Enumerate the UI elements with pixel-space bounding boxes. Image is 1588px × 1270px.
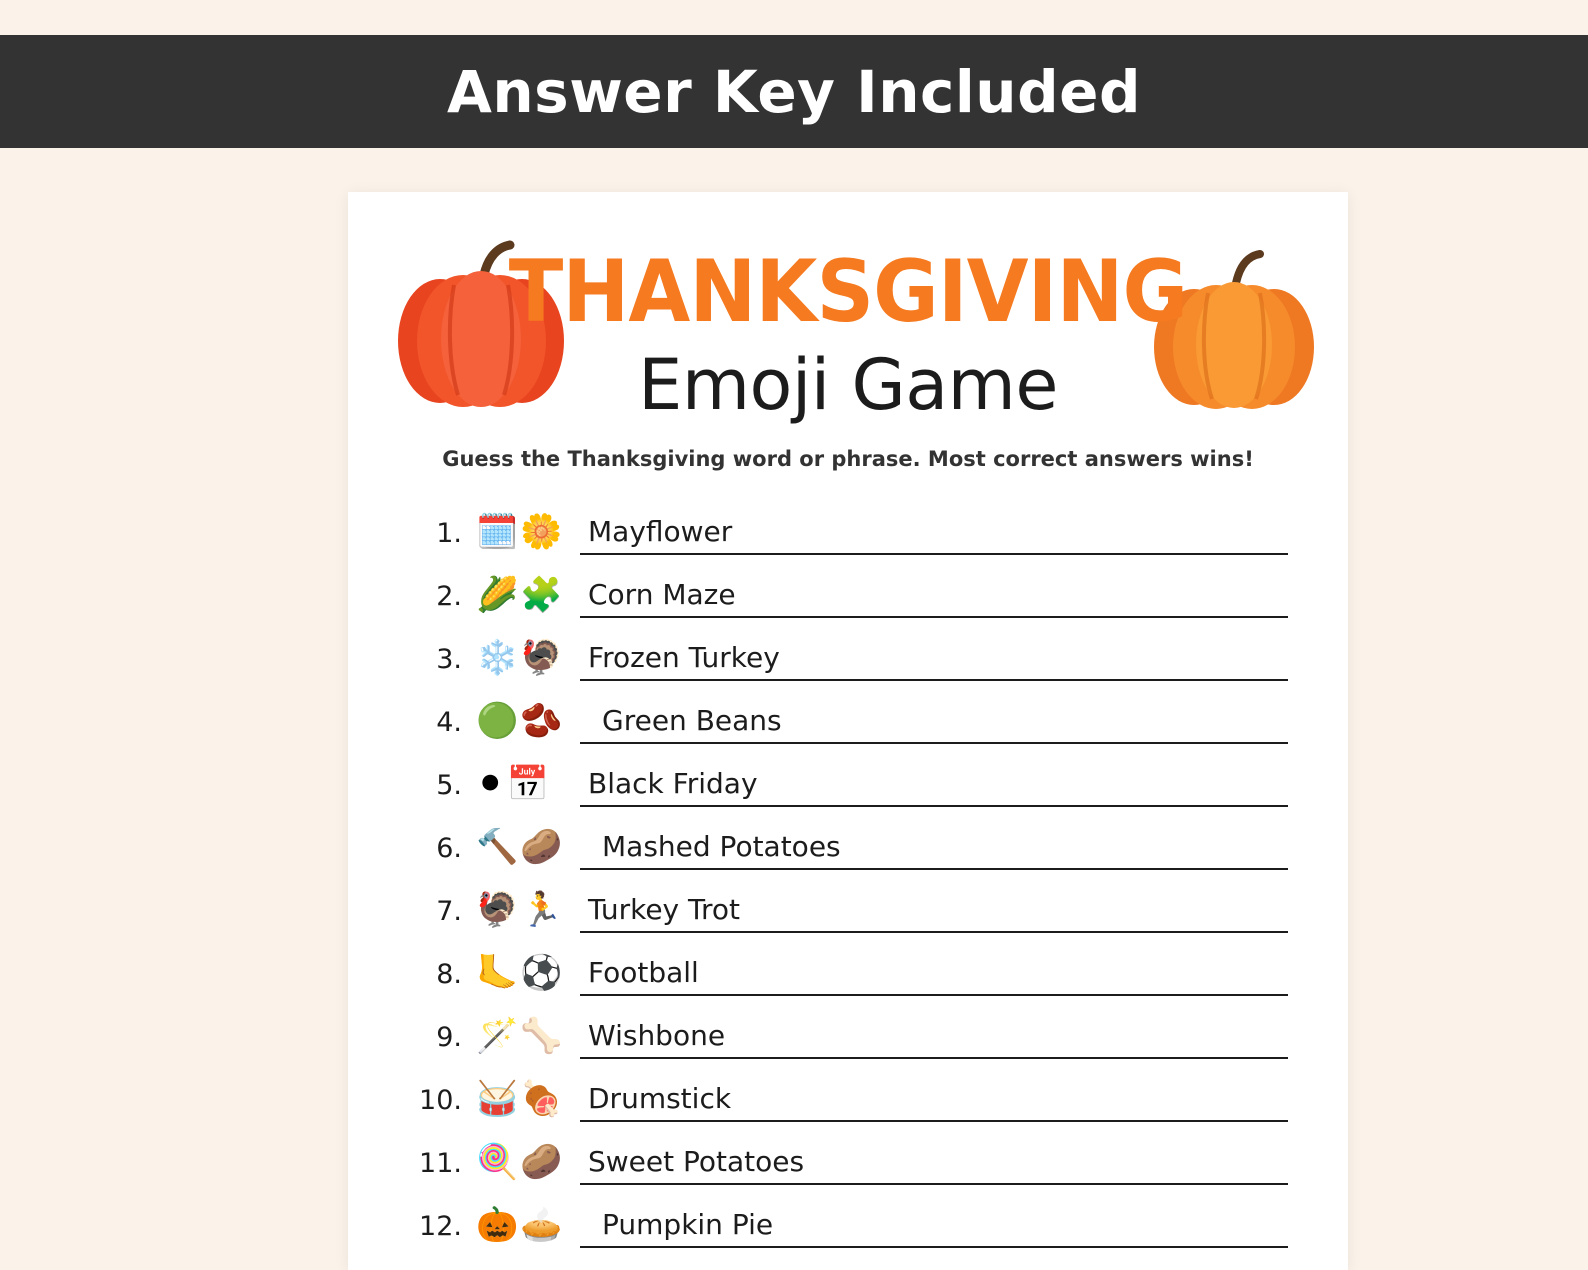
list-item <box>348 1059 1348 1122</box>
emoji-clue: 🔨🥔 <box>476 827 565 867</box>
answer-line[interactable] <box>580 759 1288 807</box>
answer-text: Wishbone <box>588 1019 726 1052</box>
answer-line[interactable] <box>580 696 1288 744</box>
emoji-clue: 🦃🏃 <box>476 890 565 930</box>
answer-key-banner <box>0 35 1588 148</box>
list-item <box>348 1185 1348 1248</box>
question-number: 11. <box>419 1148 462 1179</box>
question-number: 2. <box>436 581 462 612</box>
emoji-clue: 🗓️🌼 <box>476 512 565 552</box>
list-item <box>348 1122 1348 1185</box>
emoji-clue: ❄️🦃 <box>476 638 565 678</box>
emoji-clue: 🌽🧩 <box>476 575 565 615</box>
answer-text: Green Beans <box>602 704 782 737</box>
list-item <box>348 744 1348 807</box>
list-item <box>348 933 1348 996</box>
question-number: 7. <box>436 896 462 927</box>
instructions-text: Guess the Thanksgiving word or phrase. Most correct answers wins! <box>442 447 1254 471</box>
answer-text: Turkey Trot <box>588 893 741 926</box>
emoji-clue: 🪄🦴 <box>476 1016 565 1056</box>
answer-text: Frozen Turkey <box>588 641 780 674</box>
answer-text: Black Friday <box>588 767 758 800</box>
question-number: 5. <box>436 770 462 801</box>
question-number: 3. <box>436 644 462 675</box>
answer-line[interactable] <box>580 633 1288 681</box>
answer-text: Drumstick <box>588 1082 732 1115</box>
list-item <box>348 555 1348 618</box>
question-number: 4. <box>436 707 462 738</box>
answer-text: Mashed Potatoes <box>602 830 841 863</box>
answer-line[interactable] <box>580 1074 1288 1122</box>
answer-line[interactable] <box>580 507 1288 555</box>
answer-line[interactable] <box>580 1200 1288 1248</box>
page-subtitle: Emoji Game <box>638 344 1058 426</box>
emoji-clue: 🥁🍖 <box>476 1079 565 1119</box>
question-list <box>348 492 1348 1248</box>
answer-text: Football <box>588 956 699 989</box>
list-item <box>348 996 1348 1059</box>
list-item <box>348 492 1348 555</box>
sheet-header <box>348 192 1348 482</box>
list-item <box>348 807 1348 870</box>
answer-text: Pumpkin Pie <box>602 1208 774 1241</box>
emoji-clue: 🦶⚽ <box>476 953 565 993</box>
question-number: 1. <box>436 518 462 549</box>
banner-title: Answer Key Included <box>447 57 1141 126</box>
page-title: THANKSGIVING <box>508 242 1188 342</box>
question-number: 8. <box>436 959 462 990</box>
list-item <box>348 870 1348 933</box>
list-item <box>348 618 1348 681</box>
answer-text: Corn Maze <box>588 578 736 611</box>
answer-text: Sweet Potatoes <box>588 1145 805 1178</box>
emoji-clue: ⚫📅 <box>476 764 551 804</box>
question-number: 12. <box>419 1211 462 1242</box>
question-number: 6. <box>436 833 462 864</box>
list-item <box>348 681 1348 744</box>
emoji-clue: 🍭🥔 <box>476 1142 565 1182</box>
answer-line[interactable] <box>580 1137 1288 1185</box>
answer-line[interactable] <box>580 1011 1288 1059</box>
answer-line[interactable] <box>580 885 1288 933</box>
answer-text: Mayflower <box>588 515 733 548</box>
answer-line[interactable] <box>580 822 1288 870</box>
question-number: 10. <box>419 1085 462 1116</box>
emoji-clue: 🎃🥧 <box>476 1205 565 1245</box>
answer-line[interactable] <box>580 570 1288 618</box>
printable-sheet <box>348 192 1348 1270</box>
answer-line[interactable] <box>580 948 1288 996</box>
emoji-clue: 🟢🫘 <box>476 701 565 741</box>
question-number: 9. <box>436 1022 462 1053</box>
